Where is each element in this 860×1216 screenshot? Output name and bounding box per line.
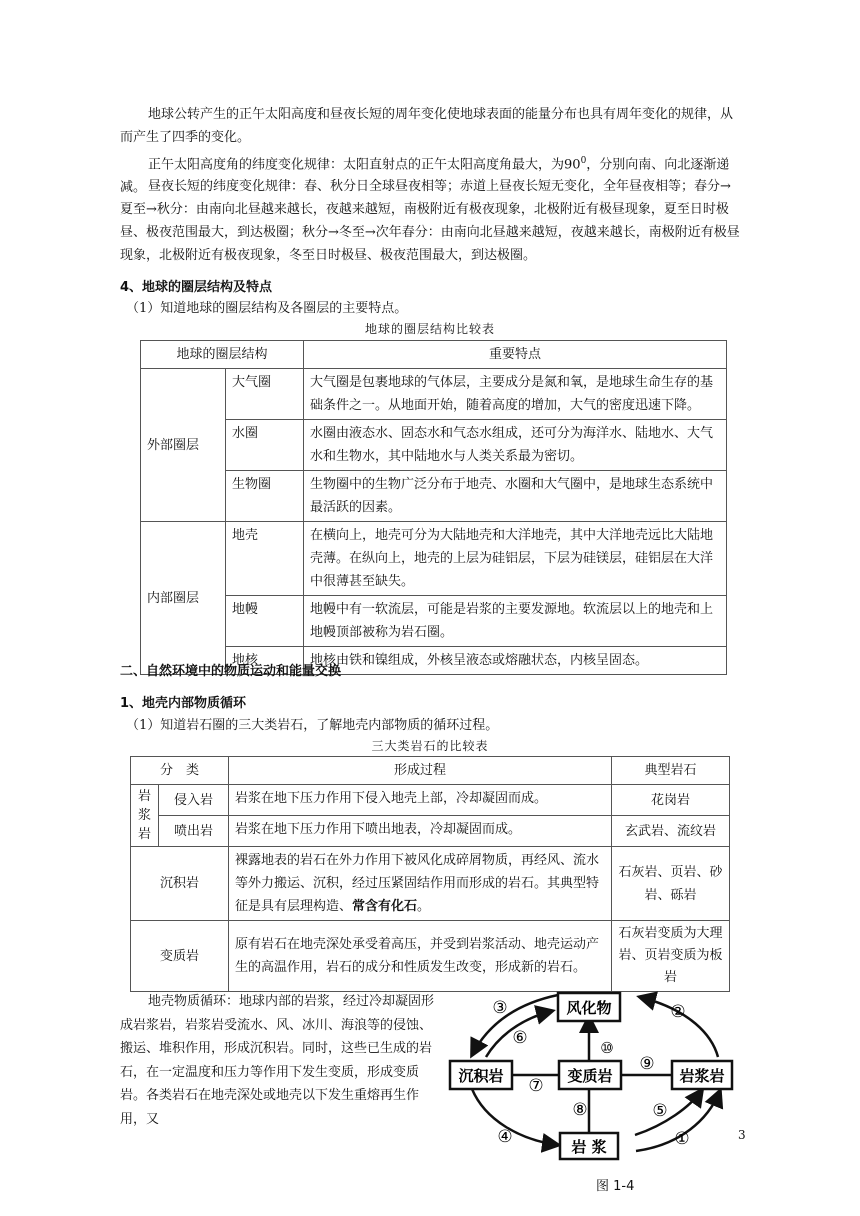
layer-name: 地壳 bbox=[226, 522, 304, 596]
rock-example: 石灰岩、页岩、砂岩、砾岩 bbox=[612, 847, 730, 921]
table-row bbox=[141, 420, 727, 471]
earth-layers-table bbox=[140, 340, 727, 675]
rock-name: 侵入岩 bbox=[159, 785, 229, 816]
layer-desc: 地核由铁和镍组成，外核呈液态或熔融状态，内核呈固态。 bbox=[304, 647, 727, 675]
section2-subheading: 1、地壳内部物质循环 bbox=[120, 696, 247, 711]
section2-heading: 二、自然环境中的物质运动和能量交换 bbox=[120, 664, 342, 679]
intro-p2-post: ，分别向南、向北逐渐递减。 bbox=[120, 157, 730, 196]
table-header-row bbox=[141, 341, 727, 369]
label-10: ⑩ bbox=[600, 1039, 614, 1057]
box-igneous-label: 岩浆岩 bbox=[679, 1067, 725, 1085]
table-row bbox=[131, 816, 730, 847]
rock-process-end: 。 bbox=[417, 899, 431, 914]
layer-name: 地核 bbox=[226, 647, 304, 675]
rock-header-process: 形成过程 bbox=[229, 757, 612, 785]
layer-desc: 生物圈中的生物广泛分布于地壳、水圈和大气圈中，是地球生态系统中最活跃的因素。 bbox=[304, 471, 727, 522]
table-header-structure: 地球的圈层结构 bbox=[141, 341, 304, 369]
table-row bbox=[141, 522, 727, 596]
box-sedimentary-label: 沉积岩 bbox=[458, 1067, 504, 1085]
table-row bbox=[131, 921, 730, 992]
layer-name: 地幔 bbox=[226, 596, 304, 647]
intro-p2-degree: 90 bbox=[564, 157, 581, 173]
box-igneous bbox=[672, 1061, 732, 1089]
rock-name: 喷出岩 bbox=[159, 816, 229, 847]
label-4: ④ bbox=[497, 1127, 513, 1147]
rock-example: 石灰岩变质为大理岩、页岩变质为板岩 bbox=[612, 921, 730, 992]
label-8: ⑧ bbox=[572, 1100, 588, 1120]
box-magma bbox=[560, 1133, 618, 1159]
layer-desc: 水圈由液态水、固态水和气态水组成，还可分为海洋水、陆地水、大气水和生物水，其中陆地水与人类关系最为密切。 bbox=[304, 420, 727, 471]
table-row bbox=[131, 785, 730, 816]
table-row bbox=[131, 847, 730, 921]
layer-name: 水圈 bbox=[226, 420, 304, 471]
rock-example: 花岗岩 bbox=[612, 785, 730, 816]
rock-types-table bbox=[130, 756, 730, 992]
section4-heading: 4、地球的圈层结构及特点 bbox=[120, 280, 273, 295]
layer-desc: 在横向上，地壳可分为大陆地壳和大洋地壳，其中大洋地壳远比大陆地壳薄。在纵向上，地壳的上层为硅铝层，下层为硅镁层，硅铝层在大洋中很薄甚至缺失。 bbox=[304, 522, 727, 596]
intro-paragraph-3: 昼夜长短的纬度变化规律：春、秋分日全球昼夜相等；赤道上昼夜长短无变化，全年昼夜相等；春分→夏至→秋分：由南向北昼越来越长，夜越来越短，南极附近有极夜现象，北极附近有极昼现象，夏至日时极昼、极夜范围最大，到达极圈；秋分→冬至→次年春分：由南向北昼越来越短，夜越来越长，南极附近有极昼现象，北极附近有极夜现象，冬至日时极昼、极夜范围最大，到达极圈。 bbox=[120, 179, 740, 263]
rock-process: 岩浆在地下压力作用下喷出地表，冷却凝固而成。 bbox=[229, 816, 612, 847]
rock-process-text: 裸露地表的岩石在外力作用下被风化成碎屑物质，再经风、流水等外力搬运、沉积，经过压紧固结作用而形成的岩石。其典型特征是具有层理构造、 bbox=[235, 853, 600, 914]
rock-process-bold: 常含有化石 bbox=[352, 899, 418, 914]
section2-subtext: （1）知道岩石圈的三大类岩石，了解地壳内部物质的循环过程。 bbox=[126, 718, 499, 733]
magma-rock-group: 岩浆岩 bbox=[131, 785, 159, 847]
table2-caption: 三大类岩石的比较表 bbox=[371, 739, 489, 753]
layer-desc: 大气圈是包裹地球的气体层，主要成分是氮和氧，是地球生命生存的基础条件之一。从地面开始，随着高度的增加，大气的密度迅速下降。 bbox=[304, 369, 727, 420]
box-metamorphic bbox=[559, 1061, 621, 1089]
box-weathered-label: 风化物 bbox=[566, 999, 612, 1017]
intro-paragraph-1: 地球公转产生的正午太阳高度和昼夜长短的周年变化使地球表面的能量分布也具有周年变化的规律，从而产生了四季的变化。 bbox=[120, 107, 734, 145]
table-row bbox=[141, 596, 727, 647]
table-header-row bbox=[131, 757, 730, 785]
label-3: ③ bbox=[492, 998, 508, 1018]
page-number: 3 bbox=[738, 1128, 746, 1142]
rock-process bbox=[229, 847, 612, 921]
intro-p2-pre: 正午太阳高度角的纬度变化规律：太阳直射点的正午太阳高度角最大，为 bbox=[148, 157, 565, 173]
rock-header-category: 分 类 bbox=[131, 757, 229, 785]
label-6: ⑥ bbox=[512, 1028, 528, 1048]
label-9: ⑨ bbox=[639, 1054, 655, 1074]
rock-process: 原有岩石在地壳深处承受着高压，并受到岩浆活动、地壳运动产生的高温作用，岩石的成分和性质发生改变，形成新的岩石。 bbox=[229, 921, 612, 992]
rock-example: 玄武岩、流纹岩 bbox=[612, 816, 730, 847]
box-metamorphic-label: 变质岩 bbox=[567, 1067, 613, 1085]
rock-name: 沉积岩 bbox=[131, 847, 229, 921]
layer-name: 生物圈 bbox=[226, 471, 304, 522]
rock-process: 岩浆在地下压力作用下侵入地壳上部，冷却凝固而成。 bbox=[229, 785, 612, 816]
inner-layer-label: 内部圈层 bbox=[141, 522, 226, 675]
figure-caption: 图 1-4 bbox=[596, 1179, 635, 1194]
rock-cycle-diagram bbox=[440, 985, 740, 1167]
table-row bbox=[141, 471, 727, 522]
table-header-features: 重要特点 bbox=[304, 341, 727, 369]
table-row bbox=[141, 369, 727, 420]
layer-desc: 地幔中有一软流层，可能是岩浆的主要发源地。软流层以上的地壳和上地幔顶部被称为岩石圈。 bbox=[304, 596, 727, 647]
rock-name: 变质岩 bbox=[131, 921, 229, 992]
table1-caption: 地球的圈层结构比较表 bbox=[364, 322, 495, 336]
label-1: ① bbox=[674, 1129, 690, 1149]
layer-name: 大气圈 bbox=[226, 369, 304, 420]
section4-subheading: （1）知道地球的圈层结构及各圈层的主要特点。 bbox=[126, 301, 408, 316]
intro-p2-sup: 0 bbox=[580, 156, 587, 166]
box-weathered bbox=[558, 993, 620, 1021]
rock-cycle-paragraph: 地壳物质循环：地球内部的岩浆，经过冷却凝固形成岩浆岩，岩浆岩受流水、风、冰川、海浪等的侵蚀、搬运、堆积作用，形成沉积岩。同时，这些已生成的岩石，在一定温度和压力等作用下发生变质，形成变质岩。各类岩石在地壳深处或地壳以下发生重熔再生作用，又 bbox=[120, 994, 435, 1127]
label-7: ⑦ bbox=[528, 1076, 544, 1096]
rock-header-example: 典型岩石 bbox=[612, 757, 730, 785]
arrow-4 bbox=[472, 1089, 558, 1145]
label-5: ⑤ bbox=[652, 1101, 668, 1121]
box-magma-label: 岩 浆 bbox=[571, 1138, 607, 1156]
label-2: ② bbox=[670, 1002, 686, 1022]
outer-layer-label: 外部圈层 bbox=[141, 369, 226, 522]
box-sedimentary bbox=[450, 1061, 512, 1089]
